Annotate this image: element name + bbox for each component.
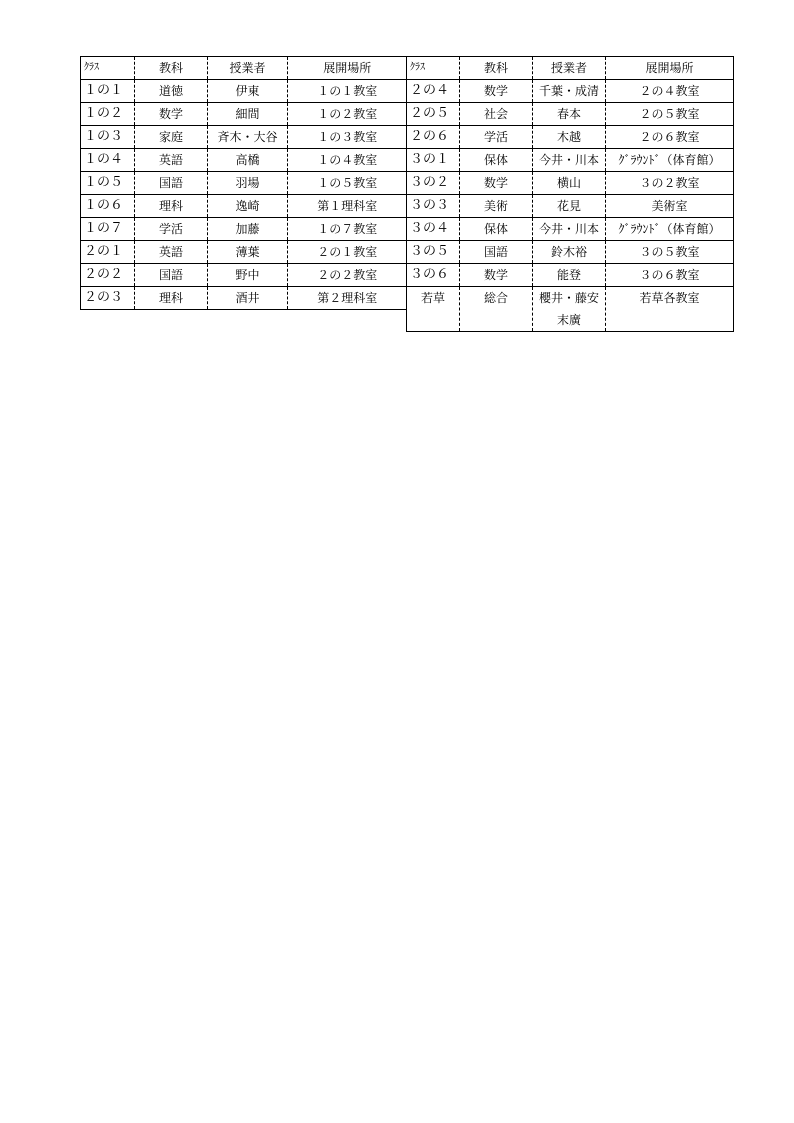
- cell-class: 若草: [407, 287, 460, 332]
- cell-subject: 学活: [135, 218, 208, 241]
- header-row: [407, 57, 734, 80]
- cell-location: １の７教室: [288, 218, 407, 241]
- cell-location: 第２理科室: [288, 287, 407, 310]
- cell-class: １の１: [81, 80, 135, 103]
- cell-teacher: 加藤: [208, 218, 288, 241]
- table-row: [407, 264, 734, 287]
- cell-location: ２の２教室: [288, 264, 407, 287]
- cell-teacher: 能登: [533, 264, 606, 287]
- cell-teacher: 鈴木裕: [533, 241, 606, 264]
- cell-location: 第１理科室: [288, 195, 407, 218]
- cell-location: ３の５教室: [606, 241, 734, 264]
- header-location: 展開場所: [606, 57, 734, 80]
- cell-class: ３の６: [407, 264, 460, 287]
- table-row: [81, 149, 407, 172]
- cell-teacher: 春本: [533, 103, 606, 126]
- cell-class: ３の３: [407, 195, 460, 218]
- cell-location: １の５教室: [288, 172, 407, 195]
- header-subject: 教科: [135, 57, 208, 80]
- table-row: [81, 264, 407, 287]
- cell-class: ３の４: [407, 218, 460, 241]
- cell-teacher: 逸崎: [208, 195, 288, 218]
- cell-location: ２の１教室: [288, 241, 407, 264]
- table-row: [407, 195, 734, 218]
- table-row: [407, 172, 734, 195]
- cell-teacher: [533, 287, 606, 332]
- table-row: [407, 103, 734, 126]
- cell-teacher: 横山: [533, 172, 606, 195]
- cell-teacher: 酒井: [208, 287, 288, 310]
- table-row: [81, 126, 407, 149]
- cell-subject: 英語: [135, 149, 208, 172]
- cell-subject: 理科: [135, 287, 208, 310]
- cell-location: １の３教室: [288, 126, 407, 149]
- cell-teacher: 細間: [208, 103, 288, 126]
- cell-subject: 総合: [460, 287, 533, 332]
- cell-subject: 道徳: [135, 80, 208, 103]
- cell-class: ２の２: [81, 264, 135, 287]
- cell-location: ｸﾞﾗｳﾝﾄﾞ（体育館）: [606, 149, 734, 172]
- cell-subject: 国語: [460, 241, 533, 264]
- table-row: [407, 218, 734, 241]
- cell-teacher: 伊東: [208, 80, 288, 103]
- cell-class: １の２: [81, 103, 135, 126]
- cell-subject: 保体: [460, 149, 533, 172]
- cell-class: １の４: [81, 149, 135, 172]
- table-row: [81, 218, 407, 241]
- cell-subject: 社会: [460, 103, 533, 126]
- cell-class: ３の２: [407, 172, 460, 195]
- header-teacher: 授業者: [533, 57, 606, 80]
- cell-subject: 学活: [460, 126, 533, 149]
- cell-subject: 数学: [460, 172, 533, 195]
- cell-subject: 英語: [135, 241, 208, 264]
- cell-subject: 国語: [135, 172, 208, 195]
- cell-class: ２の１: [81, 241, 135, 264]
- cell-subject: 理科: [135, 195, 208, 218]
- header-teacher: 授業者: [208, 57, 288, 80]
- table-row: [81, 103, 407, 126]
- cell-class: １の３: [81, 126, 135, 149]
- cell-class: ２の５: [407, 103, 460, 126]
- table-row: [407, 80, 734, 103]
- header-location: 展開場所: [288, 57, 407, 80]
- cell-location: １の４教室: [288, 149, 407, 172]
- header-row: [81, 57, 407, 80]
- cell-teacher: 野中: [208, 264, 288, 287]
- header-class: ｸﾗｽ: [407, 57, 460, 80]
- table-row: [407, 149, 734, 172]
- cell-teacher: 今井・川本: [533, 218, 606, 241]
- cell-location: ２の４教室: [606, 80, 734, 103]
- cell-subject: 数学: [460, 264, 533, 287]
- cell-location: ２の６教室: [606, 126, 734, 149]
- cell-teacher: 千葉・成清: [533, 80, 606, 103]
- cell-subject: 保体: [460, 218, 533, 241]
- header-class: ｸﾗｽ: [81, 57, 135, 80]
- cell-location: ｸﾞﾗｳﾝﾄﾞ（体育館）: [606, 218, 734, 241]
- cell-teacher: 斉木・大谷: [208, 126, 288, 149]
- table-row: [81, 241, 407, 264]
- cell-class: ２の４: [407, 80, 460, 103]
- cell-location: 若草各教室: [606, 287, 734, 332]
- table-row: [81, 80, 407, 103]
- cell-class: ３の５: [407, 241, 460, 264]
- cell-location: ３の２教室: [606, 172, 734, 195]
- cell-teacher-line2: 末廣: [556, 313, 581, 327]
- cell-location: ３の６教室: [606, 264, 734, 287]
- cell-subject: 数学: [460, 80, 533, 103]
- cell-subject: 国語: [135, 264, 208, 287]
- cell-subject: 家庭: [135, 126, 208, 149]
- cell-location: 美術室: [606, 195, 734, 218]
- table-row: [81, 287, 407, 310]
- header-subject: 教科: [460, 57, 533, 80]
- cell-teacher: 今井・川本: [533, 149, 606, 172]
- cell-location: １の１教室: [288, 80, 407, 103]
- cell-teacher: 高橋: [208, 149, 288, 172]
- cell-subject: 数学: [135, 103, 208, 126]
- cell-teacher: 木越: [533, 126, 606, 149]
- table-row: [407, 241, 734, 264]
- cell-teacher-line1: 櫻井・藤安: [538, 291, 599, 305]
- schedule-table-right: [406, 56, 734, 332]
- cell-class: １の７: [81, 218, 135, 241]
- table-row: [407, 126, 734, 149]
- cell-teacher: 薄葉: [208, 241, 288, 264]
- table-row: [81, 172, 407, 195]
- cell-location: ２の５教室: [606, 103, 734, 126]
- cell-subject: 美術: [460, 195, 533, 218]
- cell-location: １の２教室: [288, 103, 407, 126]
- cell-class: ２の６: [407, 126, 460, 149]
- schedule-table-left: [80, 56, 407, 310]
- cell-teacher: 羽場: [208, 172, 288, 195]
- cell-class: １の５: [81, 172, 135, 195]
- cell-teacher: 花見: [533, 195, 606, 218]
- cell-class: １の６: [81, 195, 135, 218]
- cell-class: ３の１: [407, 149, 460, 172]
- table-row: [81, 195, 407, 218]
- cell-class: ２の３: [81, 287, 135, 310]
- table-row-wakakusa: [407, 287, 734, 332]
